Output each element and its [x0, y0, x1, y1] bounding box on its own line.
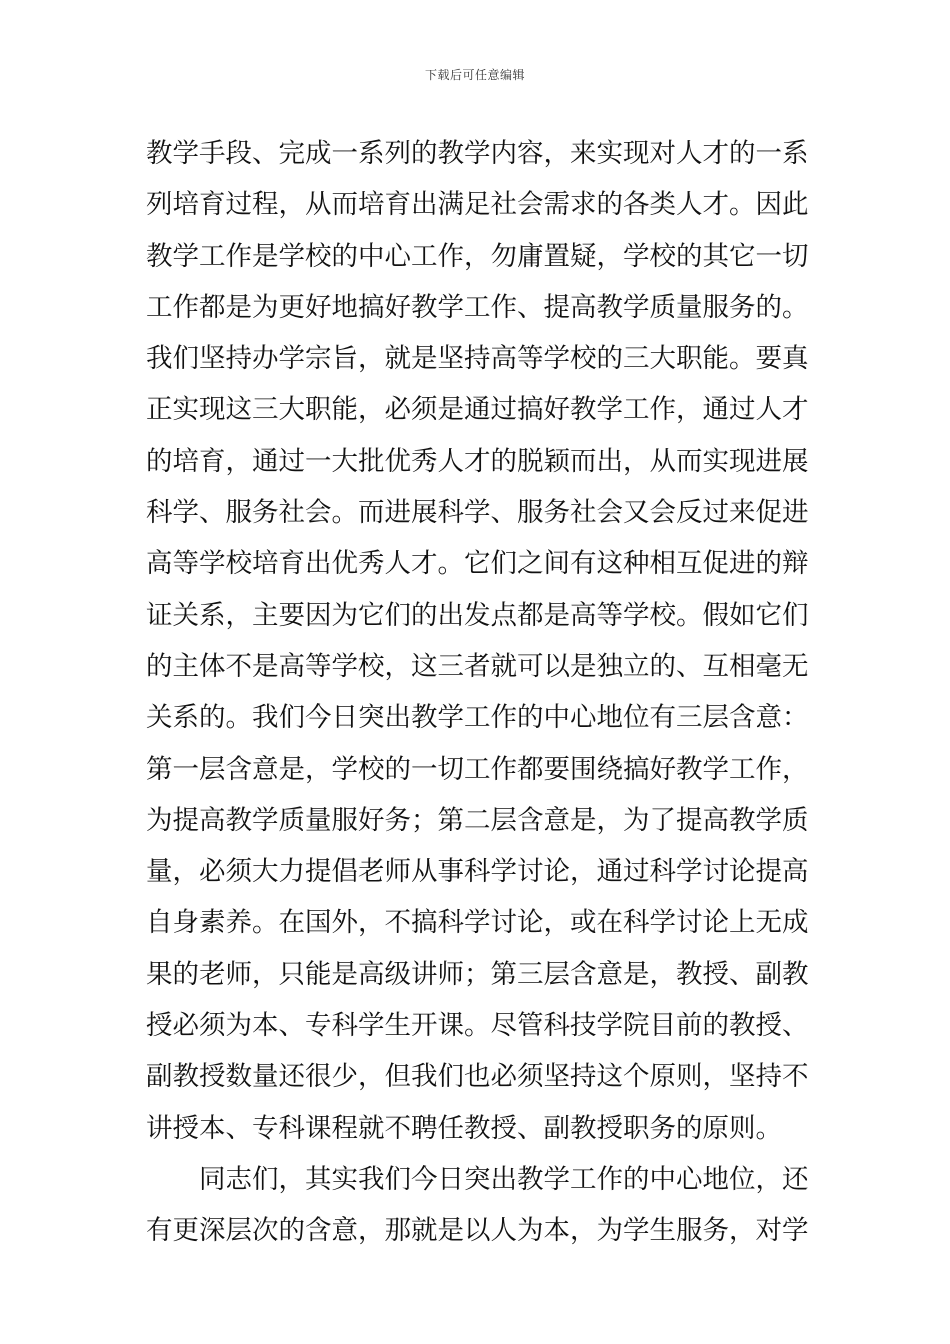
- text-line: 的培育，通过一大批优秀人才的脱颖而出，从而实现进展: [146, 445, 809, 477]
- page-header: 下载后可任意编辑: [424, 68, 525, 82]
- body-text: [146, 128, 810, 1257]
- text-line: 证关系，主要因为它们的出发点都是高等学校。假如它们: [146, 599, 809, 631]
- text-line: 有更深层次的含意，那就是以人为本，为学生服务，对学: [146, 1215, 809, 1247]
- text-line: 果的老师，只能是高级讲师；第三层含意是，教授、副教: [146, 958, 809, 990]
- text-line: 科学、服务社会。而进展科学、服务社会又会反过来促进: [146, 497, 809, 529]
- text-line: 的主体不是高等学校，这三者就可以是独立的、互相毫无: [146, 650, 809, 682]
- text-line: 第一层含意是，学校的一切工作都要围绕搞好教学工作，: [146, 753, 809, 785]
- paragraph-start-line: 同志们，其实我们今日突出教学工作的中心地位，还: [199, 1163, 809, 1195]
- text-line: 高等学校培育出优秀人才。它们之间有这种相互促进的辩: [146, 548, 809, 580]
- text-line: 副教授数量还很少，但我们也必须坚持这个原则，坚持不: [146, 1061, 809, 1093]
- text-line: 教学手段、完成一系列的教学内容，来实现对人才的一系: [146, 138, 809, 169]
- text-line: 教学工作是学校的中心工作，勿庸置疑，学校的其它一切: [146, 240, 809, 272]
- text-line: 我们坚持办学宗旨，就是坚持高等学校的三大职能。要真: [146, 343, 809, 375]
- text-line: 正实现这三大职能，必须是通过搞好教学工作，通过人才: [146, 394, 809, 426]
- text-line: 讲授本、专科课程就不聘任教授、副教授职务的原则。: [146, 1112, 782, 1144]
- text-line: 关系的。我们今日突出教学工作的中心地位有三层含意：: [146, 702, 809, 734]
- text-line: 为提高教学质量服好务；第二层含意是，为了提高教学质: [146, 804, 809, 836]
- text-line: 授必须为本、专科学生开课。尽管科技学院目前的教授、: [146, 1010, 809, 1042]
- text-line: 自身素养。在国外，不搞科学讨论，或在科学讨论上无成: [146, 907, 809, 939]
- text-line: 量，必须大力提倡老师从事科学讨论，通过科学讨论提高: [146, 856, 809, 888]
- text-line: 工作都是为更好地搞好教学工作、提高教学质量服务的。: [146, 291, 809, 323]
- text-line: 列培育过程，从而培育出满足社会需求的各类人才。因此: [146, 189, 809, 221]
